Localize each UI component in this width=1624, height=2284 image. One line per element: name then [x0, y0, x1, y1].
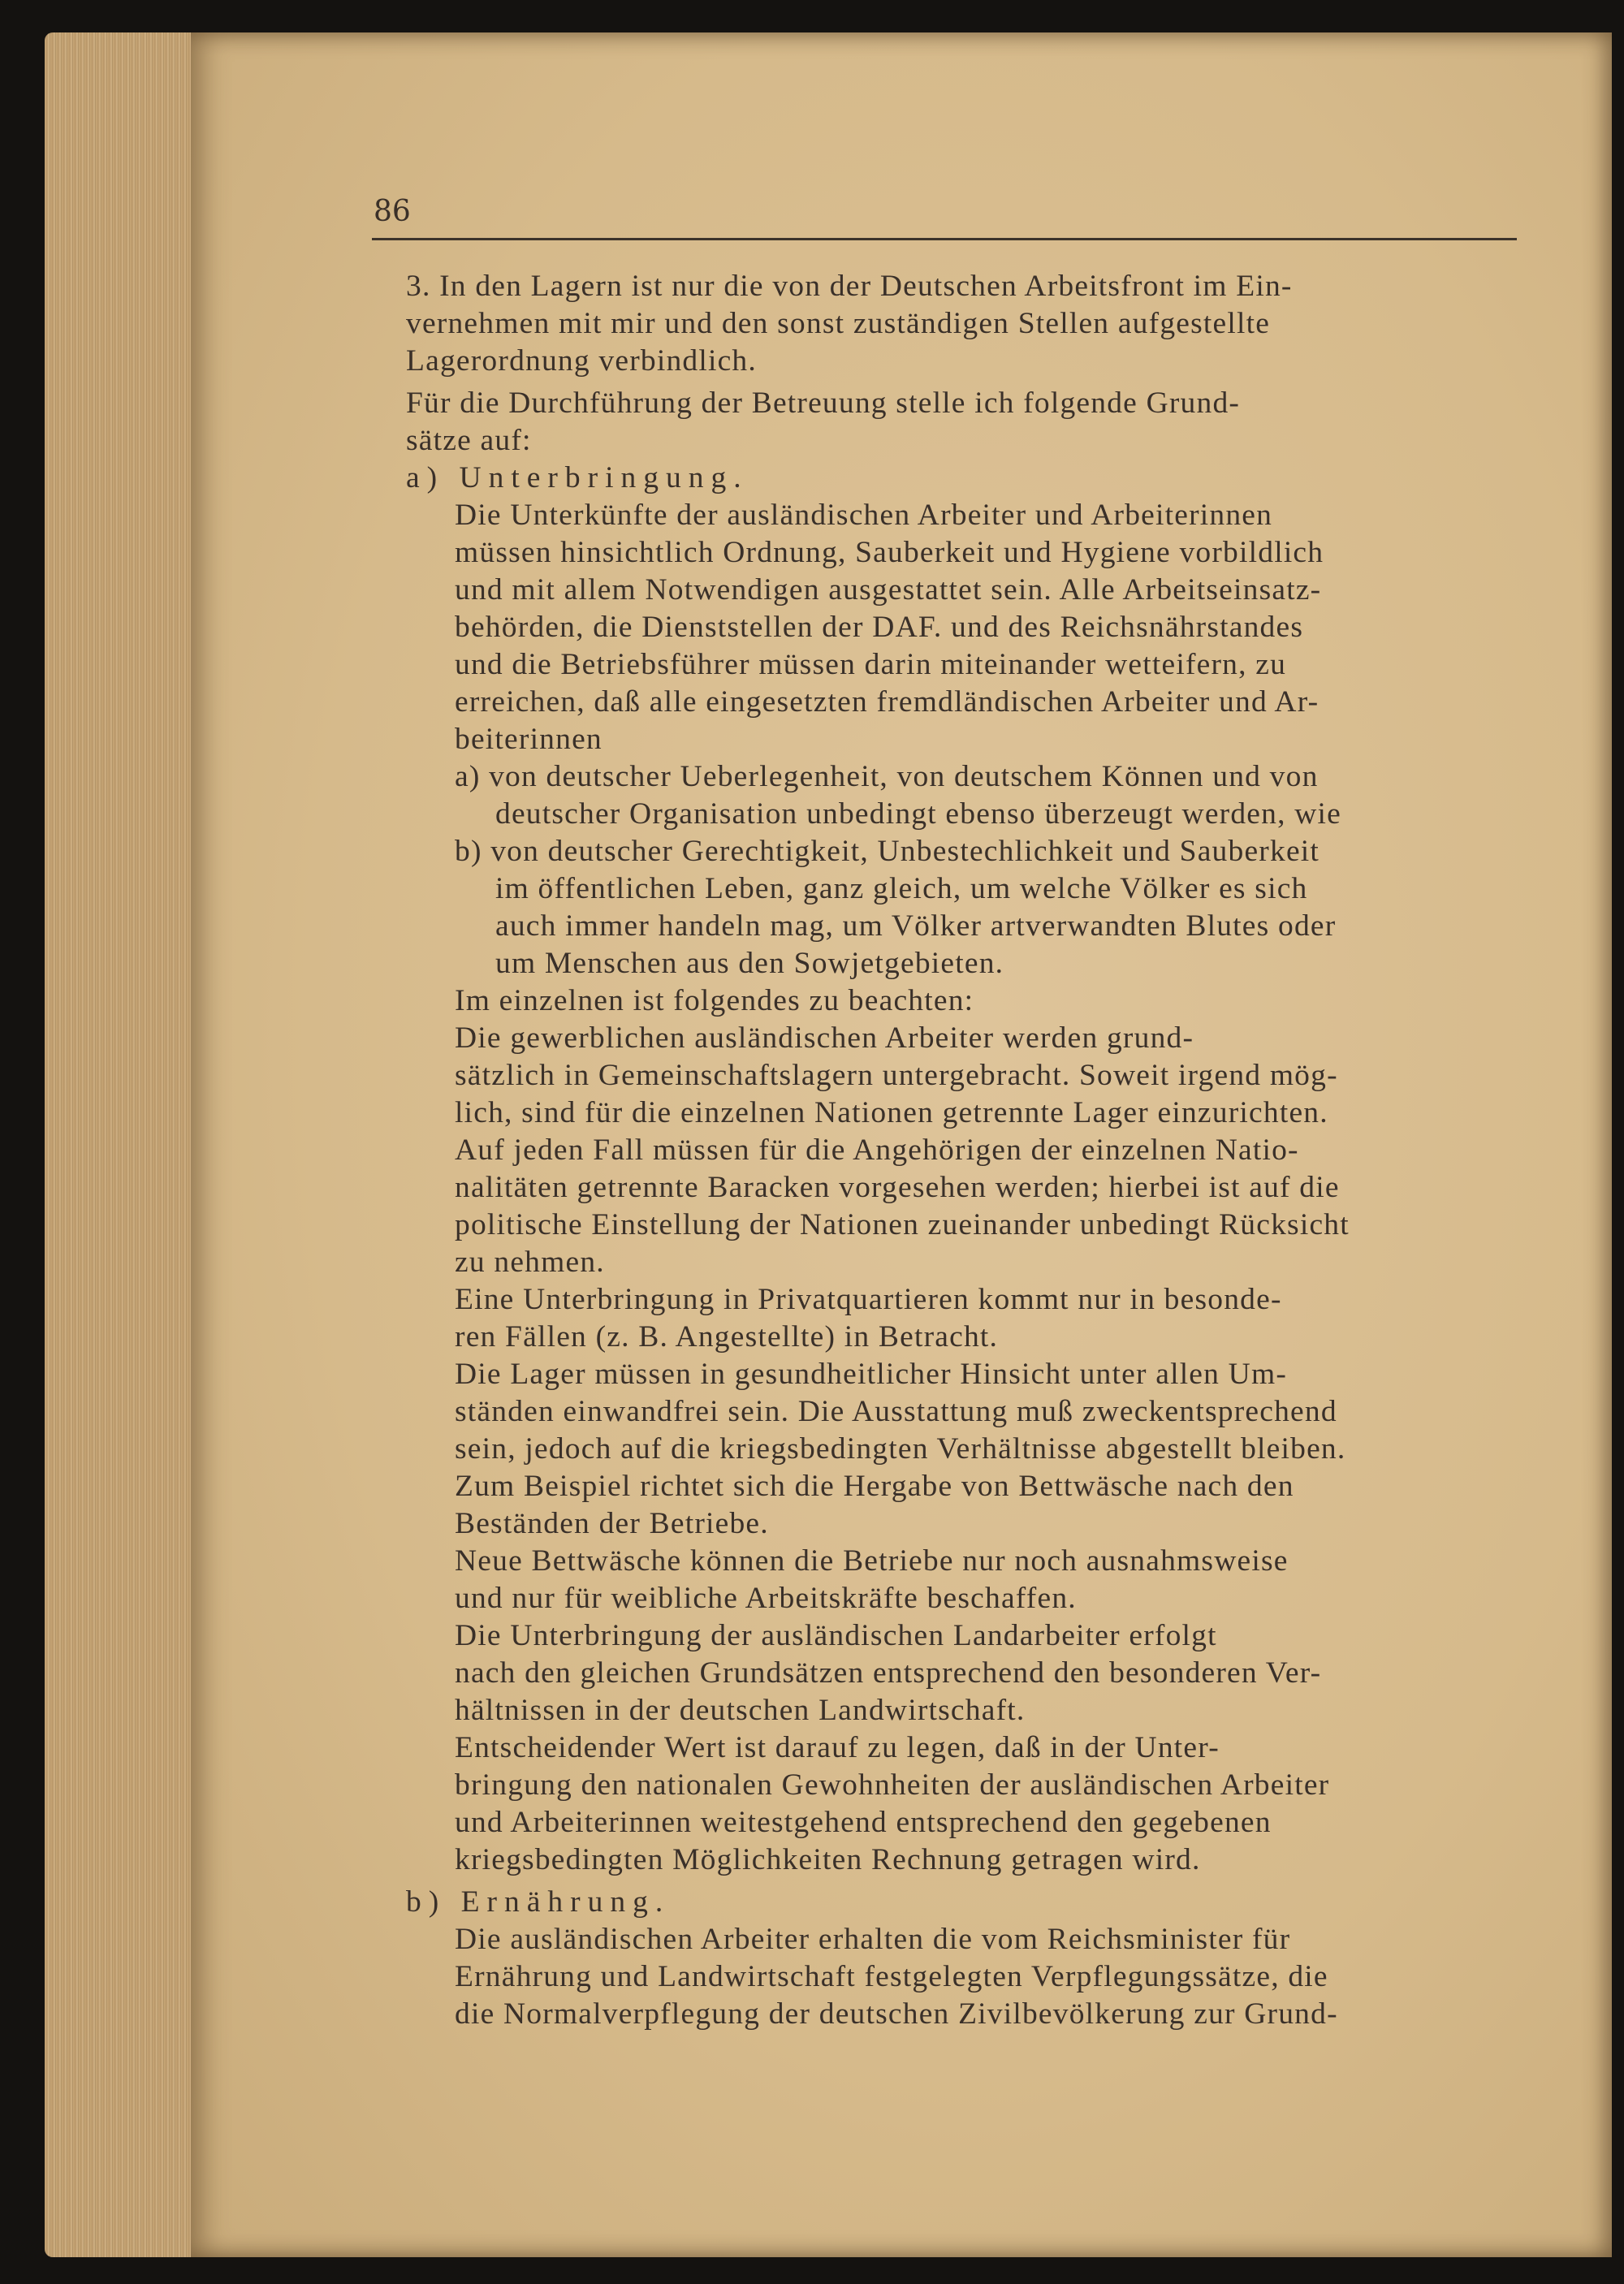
text-line: müssen hinsichtlich Ordnung, Sauberkeit und Hygiene vorbildlich	[455, 536, 1324, 569]
text-line: Neue Bettwäsche können die Betriebe nur noch ausnahmsweise	[455, 1544, 1289, 1578]
text-line: Auf jeden Fall müssen für die Angehörigen der einzelnen Natio-	[455, 1133, 1299, 1167]
text-line: politische Einstellung der Nationen zueinander unbedingt Rücksicht	[455, 1208, 1350, 1241]
page-body-text	[406, 268, 1527, 2033]
book-page-edges	[45, 32, 199, 2257]
text-line: hältnissen in der deutschen Landwirtschaft.	[455, 1694, 1026, 1727]
text-line: Lagerordnung verbindlich.	[406, 344, 757, 378]
text-line: im öffentlichen Leben, ganz gleich, um welche Völker es sich	[495, 872, 1308, 905]
text-line: und Arbeiterinnen weitestgehend entsprechend den gegebenen	[455, 1806, 1272, 1839]
text-line: um Menschen aus den Sowjetgebieten.	[495, 947, 1004, 980]
section-heading-ernaehrung: b) Ernährung.	[406, 1885, 671, 1919]
text-line: Die ausländischen Arbeiter erhalten die vom Reichsminister für	[455, 1923, 1291, 1956]
text-line: Die Unterbringung der ausländischen Landarbeiter erfolgt	[455, 1619, 1217, 1652]
text-line: ren Fällen (z. B. Angestellte) in Betracht.	[455, 1320, 999, 1354]
text-line: und die Betriebsführer müssen darin miteinander wetteifern, zu	[455, 648, 1287, 681]
text-line: Die Unterkünfte der ausländischen Arbeiter und Arbeiterinnen	[455, 499, 1273, 532]
text-line: beiterinnen	[455, 723, 603, 756]
text-line: Im einzelnen ist folgendes zu beachten:	[455, 984, 974, 1017]
text-line: zu nehmen.	[455, 1246, 605, 1279]
text-line: die Normalverpflegung der deutschen Zivilbevölkerung zur Grund-	[455, 1997, 1338, 2031]
text-line: Zum Beispiel richtet sich die Hergabe von Bettwäsche nach den	[455, 1470, 1294, 1503]
text-line: sein, jedoch auf die kriegsbedingten Verhältnisse abgestellt bleiben.	[455, 1432, 1346, 1466]
text-line: und mit allem Notwendigen ausgestattet sein. Alle Arbeitseinsatz-	[455, 573, 1322, 607]
section-heading-unterbringung: a) Unterbringung.	[406, 461, 749, 494]
text-line: Ernährung und Landwirtschaft festgelegten Verpflegungssätze, die	[455, 1960, 1328, 1993]
text-line: sätzlich in Gemeinschaftslagern untergebracht. Soweit irgend mög-	[455, 1059, 1338, 1092]
text-line: b) von deutscher Gerechtigkeit, Unbestechlichkeit und Sauberkeit	[455, 835, 1320, 868]
header-rule	[372, 238, 1517, 240]
text-line: deutscher Organisation unbedingt ebenso überzeugt werden, wie	[495, 797, 1341, 831]
text-line: Entscheidender Wert ist darauf zu legen, daß in der Unter-	[455, 1731, 1220, 1764]
text-line: nach den gleichen Grundsätzen entsprechend den besonderen Ver-	[455, 1656, 1322, 1690]
text-line: und nur für weibliche Arbeitskräfte beschaffen.	[455, 1582, 1077, 1615]
text-line: Für die Durchführung der Betreuung stelle ich folgende Grund-	[406, 386, 1241, 420]
text-line: ständen einwandfrei sein. Die Ausstattung muß zweckentsprechend	[455, 1395, 1337, 1428]
text-line: Beständen der Betriebe.	[455, 1507, 769, 1540]
page-number: 86	[374, 195, 411, 228]
text-line: Eine Unterbringung in Privatquartieren kommt nur in besonde-	[455, 1283, 1282, 1316]
text-line: 3. In den Lagern ist nur die von der Deutschen Arbeitsfront im Ein-	[406, 270, 1293, 303]
text-line: kriegsbedingten Möglichkeiten Rechnung getragen wird.	[455, 1843, 1201, 1876]
text-line: behörden, die Dienststellen der DAF. und des Reichsnährstandes	[455, 611, 1304, 644]
text-line: Die gewerblichen ausländischen Arbeiter werden grund-	[455, 1021, 1194, 1055]
text-line: sätze auf:	[406, 424, 532, 457]
text-line: bringung den nationalen Gewohnheiten der ausländischen Arbeiter	[455, 1768, 1330, 1802]
text-line: erreichen, daß alle eingesetzten fremdländischen Arbeiter und Ar-	[455, 685, 1320, 719]
text-line: Die Lager müssen in gesundheitlicher Hinsicht unter allen Um-	[455, 1358, 1288, 1391]
text-line: auch immer handeln mag, um Völker artverwandten Blutes oder	[495, 909, 1337, 943]
text-line: nalitäten getrennte Baracken vorgesehen werden; hierbei ist auf die	[455, 1171, 1340, 1204]
text-line: lich, sind für die einzelnen Nationen getrennte Lager einzurichten.	[455, 1096, 1328, 1129]
text-line: vernehmen mit mir und den sonst zuständigen Stellen aufgestellte	[406, 307, 1271, 340]
text-line: a) von deutscher Ueberlegenheit, von deutschem Können und von	[455, 760, 1319, 793]
